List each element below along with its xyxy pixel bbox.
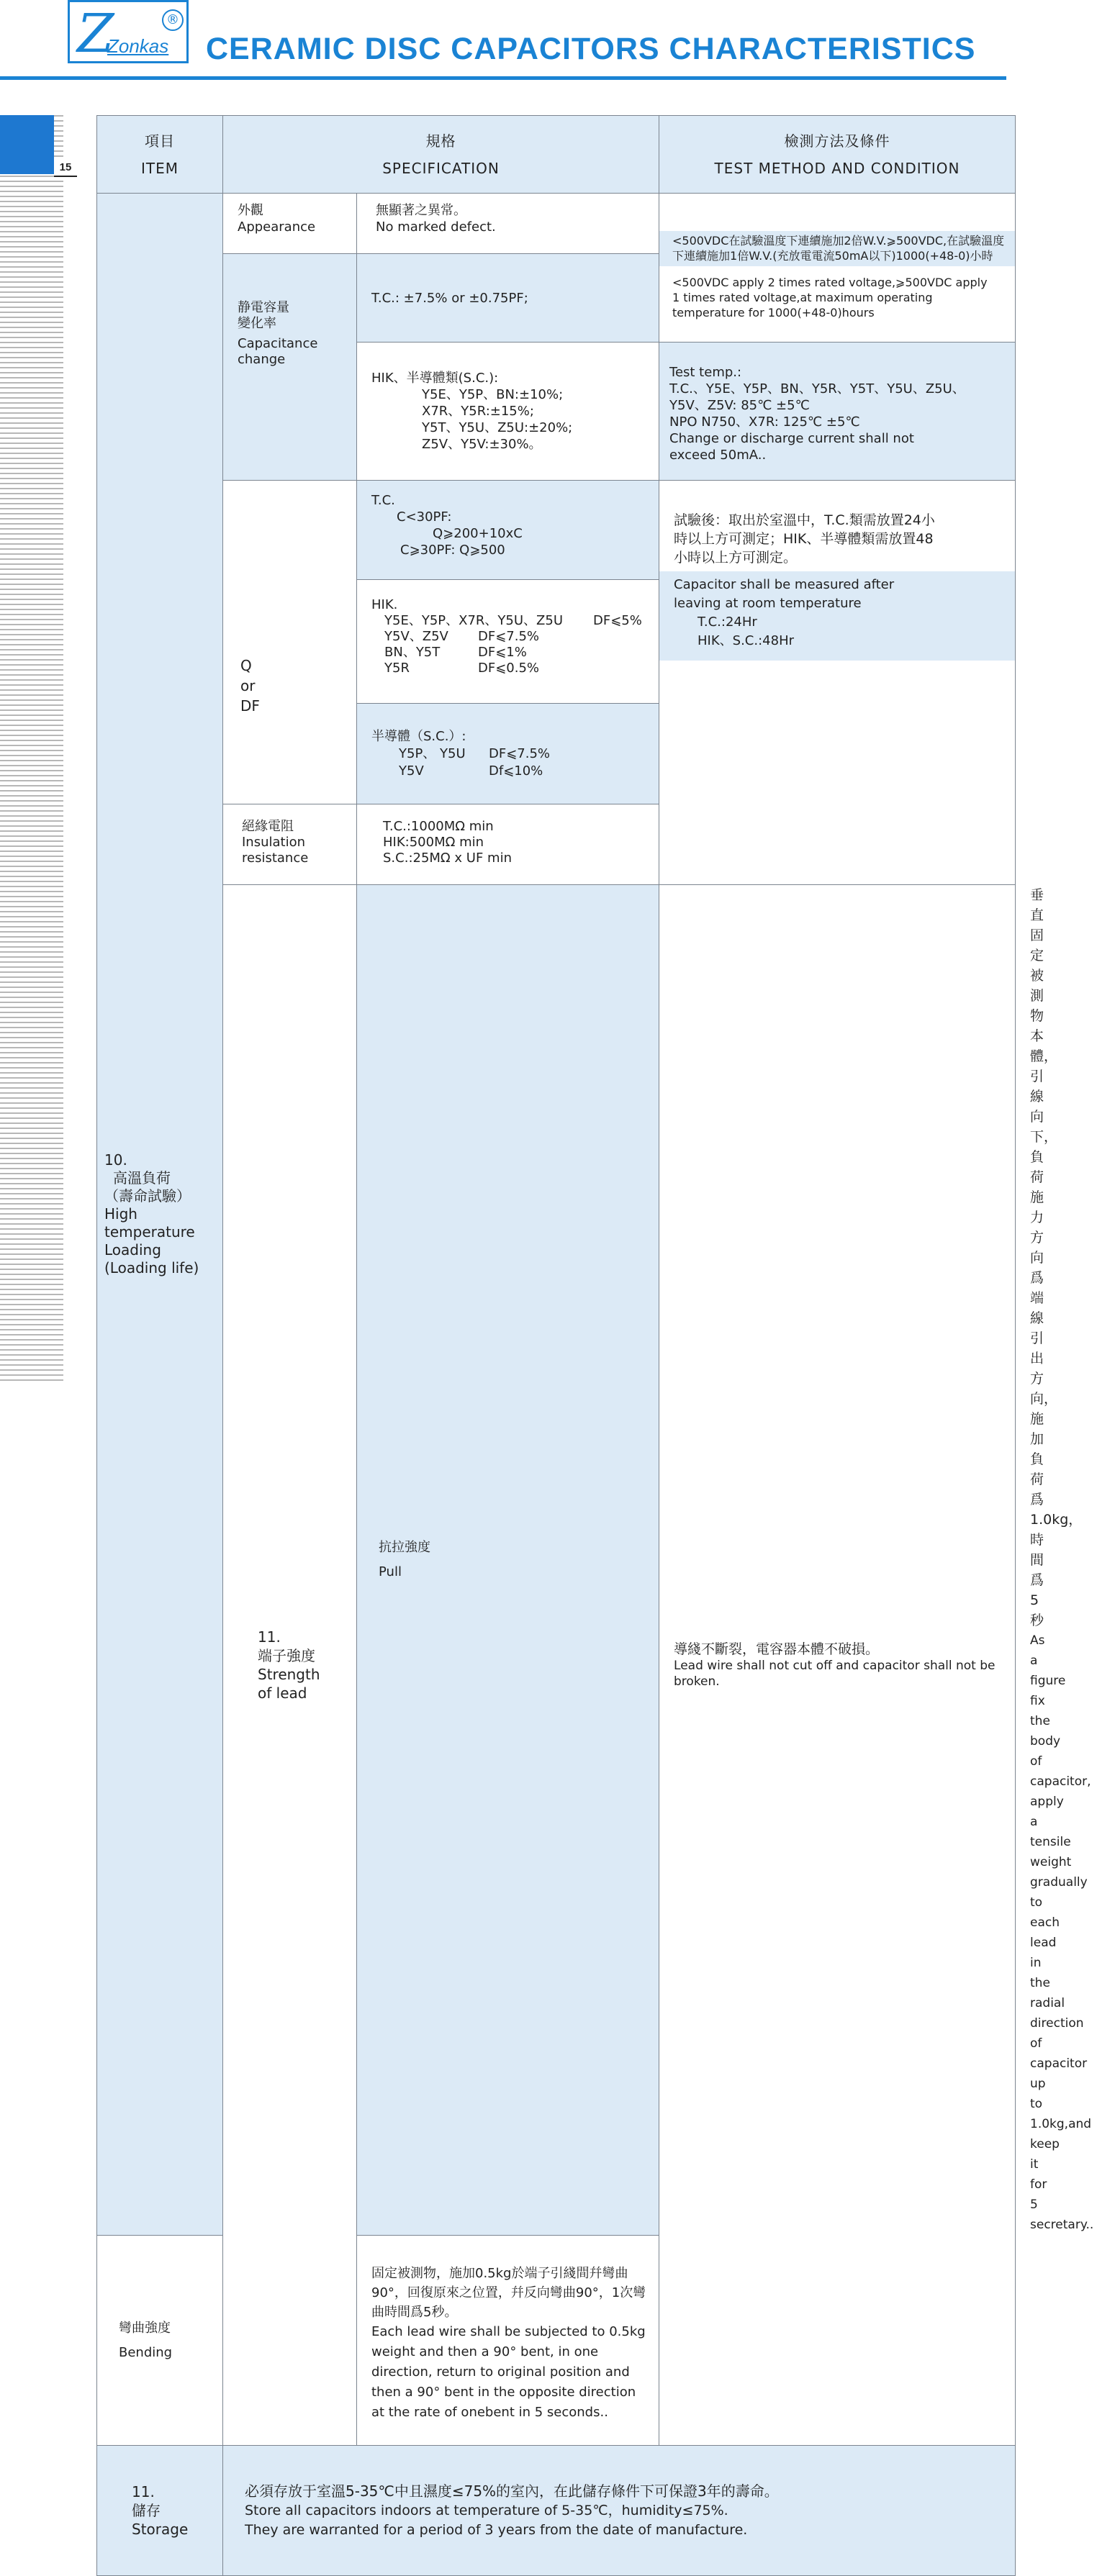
list-item (384, 629, 644, 645)
list-item (384, 661, 644, 676)
table-row (97, 194, 1016, 254)
capacitance-label-zh-2: 變化率 (238, 316, 276, 331)
list-item (384, 645, 644, 661)
qdf-sc-df: Df⩽10% (489, 763, 543, 779)
logo-z-letter: Z (77, 3, 114, 65)
header-divider (0, 76, 1006, 80)
sec11b-number: 11. (132, 2483, 155, 2500)
bending-test-en: Each lead wire shall be subjected to 0.5kg weight and then a 90° bent, in one direction, return to original position and then a 90° bent in the opposite direction at the rate of onebent in 5 seconds.. (371, 2324, 646, 2420)
bending-label (97, 2236, 223, 2446)
capacitance-tc-spec: T.C.: ±7.5% or ±0.75PF; (357, 254, 659, 343)
appearance-label-zh: 外觀 (238, 203, 263, 218)
table-row (97, 2446, 1016, 2576)
qdf-sc-rows (371, 745, 644, 780)
qdf-hik-df: DF⩽1% (478, 645, 527, 660)
sec11a-item-label (223, 885, 357, 2446)
page-edge-stripes (0, 115, 72, 1382)
sec10-number: 10. (104, 1151, 127, 1169)
qdf-label-df: DF (240, 697, 260, 715)
after-test-cell (659, 481, 1016, 885)
capacitance-hik-title: HIK、半導體類(S.C.): (371, 371, 499, 386)
lead-strength-spec-en: Lead wire shall not cut off and capacitor shall not be broken. (674, 1658, 996, 1689)
brand-logo (68, 0, 189, 63)
storage-text-en-1: Store all capacitors indoors at temperature of 5-35℃，humidity≤75%. (245, 2503, 728, 2518)
qdf-hik-df: DF⩽7.5% (478, 629, 540, 644)
sec10-label-en-3: Loading (104, 1241, 161, 1258)
voltage-test-zh: <500VDC在試驗溫度下連續施加2倍W.V.⩾500VDC,在試驗溫度下連續施加1倍W.V.(充放電電流50mA以下)1000(+48-0)小時 (659, 231, 1015, 266)
temp-test-1: T.C.、Y5E、Y5P、BN、Y5R、Y5T、Y5U、Z5U、 (669, 381, 965, 396)
after-test-en (659, 571, 1015, 661)
voltage-test-en: <500VDC apply 2 times rated voltage,⩾500VDC apply 1 times rated voltage,at maximum operating temperature for 1000(+48-0)hours (672, 276, 988, 319)
logo-text: Zonkas (107, 35, 169, 57)
qdf-tc-title: T.C. (371, 493, 395, 508)
insulation-spec-2: HIK:500MΩ min (383, 835, 484, 850)
qdf-hik-df: DF⩽5% (593, 613, 642, 628)
after-test-zh: 試驗後：取出於室溫中，T.C.類需放置24小時以上方可測定；HIK、半導體類需放置48小時以上方可測定。 (674, 512, 935, 566)
qdf-hik-spec (357, 580, 659, 704)
after-test-en-1: Capacitor shall be measured after (674, 577, 895, 592)
storage-text-zh: 必須存放于室溫5-35℃中且濕度≤75%的室內，在此儲存條件下可保證3年的壽命。 (245, 2482, 779, 2500)
appearance-spec-en: No marked defect. (376, 219, 496, 235)
list-item (399, 763, 644, 780)
page-number: 15 (54, 160, 77, 177)
col-header-spec (223, 116, 659, 194)
voltage-test-cell (659, 194, 1016, 343)
bending-test-zh: 固定被測物，施加0.5kg於端子引綫間幷彎曲90°，回復原來之位置，幷反向彎曲90°，1次彎曲時間爲5秒。 (371, 2266, 646, 2320)
insulation-label-zh: 絕緣電阻 (242, 819, 294, 834)
insulation-label (223, 804, 357, 885)
capacitance-hik-3: Y5T、Y5U、Z5U:±20%; (422, 420, 573, 435)
qdf-hik-title: HIK. (371, 597, 398, 612)
qdf-sc-spec (357, 704, 659, 804)
insulation-spec-3: S.C.:25MΩ x UF min (383, 851, 512, 866)
temp-test-4: Change or discharge current shall not (669, 431, 914, 446)
col-header-item-zh: 項目 (145, 132, 175, 150)
col-header-test-en: TEST METHOD AND CONDITION (714, 159, 960, 177)
qdf-tc-2: Q⩾200+10xC (433, 526, 523, 541)
list-item (399, 745, 644, 763)
qdf-tc-1: C<30PF: (397, 509, 452, 525)
sec10-item-label (97, 194, 223, 2236)
lead-strength-spec-zh: 導綫不斷裂，電容器本體不破損。 (674, 1641, 880, 1657)
qdf-tc-spec (357, 481, 659, 580)
sec11a-label-en-1: Strength (258, 1666, 320, 1683)
sec10-label-en-4: (Loading life) (104, 1259, 199, 1276)
insulation-spec-1: T.C.:1000MΩ min (383, 819, 494, 834)
bending-label-en: Bending (119, 2344, 173, 2360)
appearance-label (223, 194, 357, 254)
bending-test-cell (357, 2236, 659, 2446)
qdf-label (223, 481, 357, 804)
qdf-label-or: or (240, 676, 256, 694)
capacitance-hik-4: Z5V、Y5V:±30%。 (422, 437, 542, 452)
temp-test-3: NPO N750、X7R: 125℃ ±5℃ (669, 414, 860, 430)
col-header-item-en: ITEM (140, 159, 179, 177)
sec10-label-en-1: High (104, 1205, 137, 1223)
after-test-en-3: T.C.:24Hr (698, 614, 757, 630)
qdf-sc-title: 半導體（S.C.）: (371, 729, 466, 744)
capacitance-hik-1: Y5E、Y5P、BN:±10%; (422, 387, 564, 402)
qdf-hik-rows (371, 613, 644, 676)
table-row (97, 481, 1016, 580)
after-test-en-2: leaving at room temperature (674, 596, 862, 611)
col-header-test-zh: 檢測方法及條件 (784, 132, 890, 150)
qdf-label-q: Q (240, 656, 252, 674)
col-header-item (97, 116, 223, 194)
qdf-hik-type: Y5V、Z5V (384, 629, 448, 644)
insulation-label-en-1: Insulation (242, 835, 306, 850)
qdf-hik-type: Y5E、Y5P、X7R、Y5U、Z5U (384, 613, 563, 628)
sec10-label-en-2: temperature (104, 1223, 195, 1241)
capacitance-label (223, 254, 357, 481)
appearance-spec (357, 194, 659, 254)
temp-test-5: exceed 50mA.. (669, 448, 767, 463)
capacitance-hik-spec (357, 343, 659, 481)
sec10-label-zh-1: 高溫負荷 (113, 1169, 171, 1187)
registered-mark-icon: ® (162, 9, 184, 31)
appearance-label-en: Appearance (238, 219, 316, 235)
sec11b-label-en: Storage (132, 2521, 189, 2538)
capacitance-hik-2: X7R、Y5R:±15%; (422, 404, 534, 419)
lead-strength-spec (659, 885, 1016, 2446)
qdf-hik-type: Y5R (384, 661, 410, 676)
capacitance-label-en-2: change (238, 352, 286, 367)
list-item (384, 613, 644, 629)
capacitance-label-en-1: Capacitance (238, 336, 318, 351)
page-tab-marker (0, 115, 54, 174)
temp-test-2: Y5V、Z5V: 85℃ ±5℃ (669, 398, 810, 413)
sec11a-label-zh: 端子強度 (258, 1647, 315, 1664)
sec11a-label-en-2: of lead (258, 1684, 307, 1702)
qdf-tc-3: C⩾30PF: Q⩾500 (400, 543, 505, 558)
storage-text-en-2: They are warranted for a period of 3 years from the date of manufacture. (245, 2522, 748, 2538)
temp-test-cell (659, 343, 1016, 481)
col-header-spec-zh: 規格 (425, 132, 456, 150)
table-row: 11. 端子強度 Strength of lead 抗拉強度 Pull 導綫不斷裂，電容器本體不破損。 Lead wire shall not cut off and capacitor shall not be broken. 垂直固定被測物本體，引線向下，負荷施力方向爲端線引出方向，施加負荷爲1.0kg，時間爲5秒 As a figure fix the body of capacitor, apply a tensile weight gradually to each lead in the radial direction of capacitor up to 1.0kg,and keep it for 5 secretary.. (97, 885, 1016, 2236)
sec11b-item-label (97, 2446, 223, 2576)
qdf-sc-type: Y5V (399, 763, 424, 779)
insulation-label-en-2: resistance (242, 851, 309, 866)
table-header-row (97, 116, 1016, 194)
qdf-hik-type: BN、Y5T (384, 645, 441, 660)
temp-test-title: Test temp.: (669, 365, 742, 380)
pull-label-zh: 抗拉強度 (379, 1540, 430, 1555)
pull-label-en: Pull (379, 1564, 402, 1579)
qdf-hik-df: DF⩽0.5% (478, 661, 540, 676)
storage-spec (223, 2446, 1016, 2576)
qdf-sc-df: DF⩽7.5% (489, 746, 551, 761)
sec10-label-zh-2: （壽命試驗） (104, 1187, 191, 1205)
insulation-spec (357, 804, 659, 885)
characteristics-table (96, 115, 1094, 2576)
qdf-sc-type: Y5P、 Y5U (399, 746, 466, 761)
appearance-spec-zh: 無顯著之異常。 (376, 203, 466, 218)
col-header-test (659, 116, 1016, 194)
after-test-en-4: HIK、S.C.:48Hr (698, 633, 795, 648)
sec11a-number: 11. (258, 1628, 281, 1646)
pull-label (357, 885, 659, 2236)
page-title: CERAMIC DISC CAPACITORS CHARACTERISTICS (206, 32, 976, 66)
col-header-spec-en: SPECIFICATION (382, 159, 500, 177)
bending-label-zh: 彎曲強度 (119, 2320, 171, 2336)
capacitance-label-zh-1: 静電容量 (238, 300, 289, 315)
sec11b-label-zh: 儲存 (132, 2502, 161, 2519)
